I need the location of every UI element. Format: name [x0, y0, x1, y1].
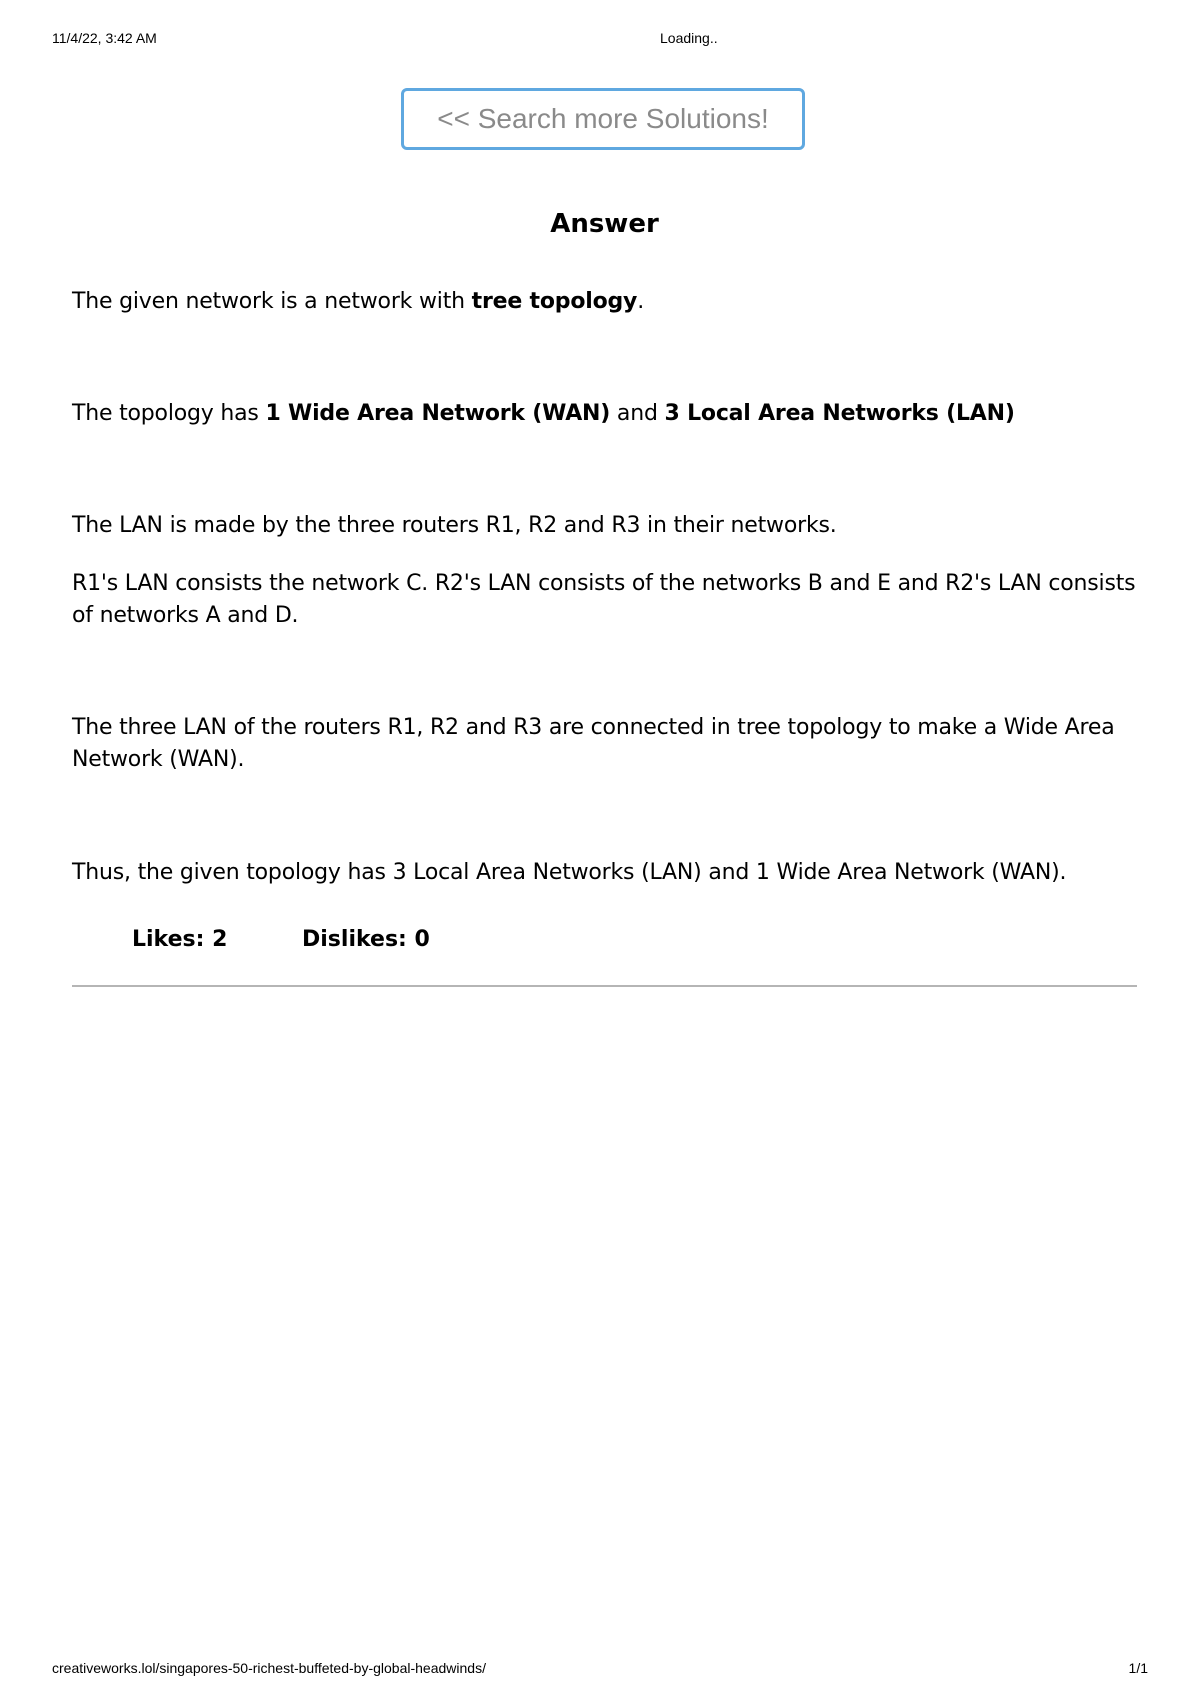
- answer-paragraph: The three LAN of the routers R1, R2 and R3 are connected in tree topology to make a Wide Area Network (WAN).: [72, 715, 1115, 772]
- bold-text: 3 Local Area Networks (LAN): [664, 401, 1015, 426]
- text: The given network is a network with: [72, 289, 472, 314]
- likes-count: Likes: 2: [132, 927, 228, 952]
- print-header: [52, 30, 1148, 50]
- search-more-solutions-button[interactable]: << Search more Solutions!: [401, 88, 805, 150]
- dislikes-count: Dislikes: 0: [302, 927, 430, 952]
- bold-text: 1 Wide Area Network (WAN): [265, 401, 611, 426]
- answer-paragraph: [72, 286, 1137, 318]
- answer-paragraph: The LAN is made by the three routers R1, R2 and R3 in their networks.: [72, 513, 837, 538]
- answer-paragraph: [72, 398, 1137, 430]
- text: and: [610, 401, 665, 426]
- answer-heading: Answer: [550, 209, 659, 239]
- print-footer: [52, 1660, 1148, 1680]
- bold-text: tree topology: [471, 289, 638, 314]
- text: The topology has: [72, 401, 266, 426]
- print-date: 11/4/22, 3:42 AM: [52, 30, 157, 46]
- footer-url: creativeworks.lol/singapores-50-richest-buffeted-by-global-headwinds/: [52, 1660, 486, 1676]
- text: .: [637, 289, 644, 314]
- answer-paragraph: Thus, the given topology has 3 Local Area Networks (LAN) and 1 Wide Area Network (WAN).: [72, 860, 1067, 885]
- divider: [72, 985, 1137, 987]
- print-title: Loading..: [660, 30, 718, 46]
- answer-paragraph: R1's LAN consists the network C. R2's LAN consists of the networks B and E and R2's LAN consists of networks A and D.: [72, 571, 1136, 628]
- page-number: 1/1: [1128, 1660, 1148, 1676]
